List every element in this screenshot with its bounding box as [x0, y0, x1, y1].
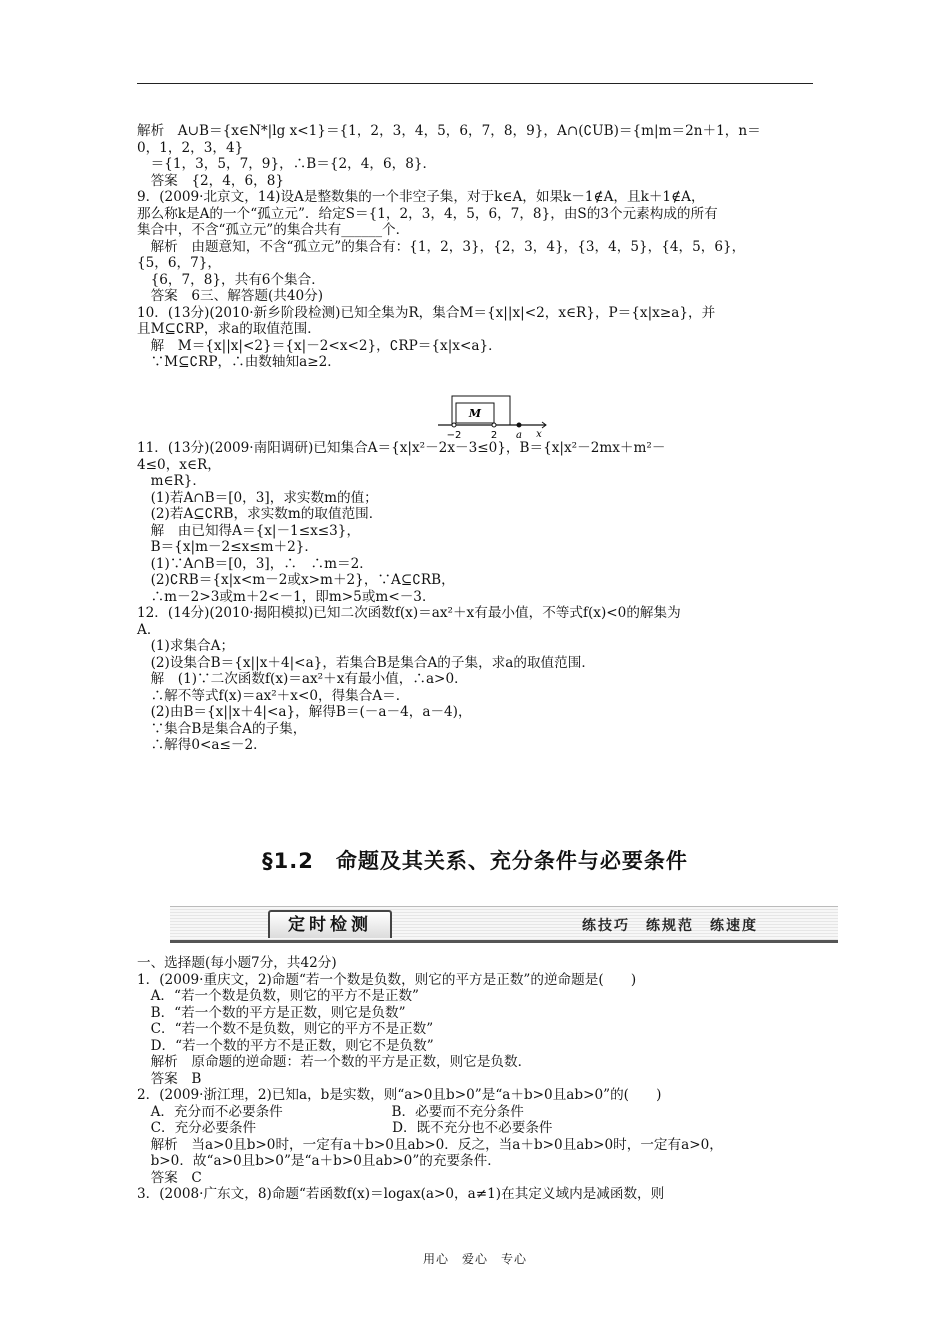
tick-label-a: a: [516, 430, 522, 441]
text-line: (2)设集合B＝{x||x＋4|<a}，若集合B是集合A的子集，求a的取值范围．: [137, 654, 595, 671]
text-line: 解析 由题意知，不含“孤立元”的集合有：{1，2，3}，{2，3，4}，{3，4，5}，{4，5，6}，: [137, 238, 746, 255]
text-line: ∵M⊆∁RP，∴由数轴知a≥2．: [137, 354, 341, 370]
text-line: 解 由已知得A＝{x|－1≤x≤3}，: [137, 522, 361, 539]
text-line: A．充分而不必要条件 B．必要而不充分条件: [137, 1103, 524, 1120]
tick-label-minus-2: −2: [446, 430, 462, 441]
text-line: 10．(13分)(2010·新乡阶段检测)已知全集为R，集合M＝{x||x|<2，x∈R}，P＝{x|x≥a}，并: [137, 304, 716, 321]
set-m-label: M: [468, 407, 482, 420]
section-problems-11-12: [137, 440, 817, 754]
text-line: (1)∵A∩B＝[0，3]，∴ ∴m＝2．: [137, 555, 373, 572]
text-line: 解析 原命题的逆命题：若一个数的平方是正数，则它是负数．: [137, 1054, 532, 1070]
text-line: 答案 B: [137, 1070, 202, 1087]
text-line: 答案 6三、解答题(共40分): [137, 288, 324, 304]
section-heading: §1.2 命题及其关系、充分条件与必要条件: [262, 849, 688, 873]
text-line: (2)∁RB＝{x|x<m－2或x>m＋2}，∵A⊆∁RB，: [137, 572, 455, 588]
text-line: B＝{x|m－2≤x≤m＋2}．: [137, 539, 319, 555]
text-line: 解析 A∪B＝{x∈N*|lg x<1}＝{1，2，3，4，5，6，7，8，9}，A∩(∁UB)＝{m|m＝2n＋1，n＝: [137, 123, 761, 139]
text-line: 9．(2009·北京文，14)设A是整数集的一个非空子集，对于k∈A，如果k－1∉A，且k＋1∉A，: [137, 189, 705, 205]
section-sets-solutions: [137, 123, 817, 371]
text-line: (2)若A⊆∁RB，求实数m的取值范围．: [137, 506, 383, 522]
text-line: 0，1，2，3，4}: [137, 139, 244, 156]
text-line: C．充分必要条件 D．既不充分也不必要条件: [137, 1120, 553, 1136]
point-2: [492, 423, 496, 427]
banner-tab-label: 定时检测: [268, 910, 392, 938]
section-choice-questions: [137, 955, 817, 1203]
text-line: 答案 C: [137, 1169, 202, 1186]
top-rule: [137, 83, 813, 84]
text-line: ＝{1，3，5，7，9}，∴B＝{2，4，6，8}．: [137, 156, 437, 172]
point-a: [517, 423, 521, 427]
text-line: C．“若一个数不是负数，则它的平方不是正数”: [137, 1021, 434, 1037]
text-line: B．“若一个数的平方是正数，则它是负数”: [137, 1004, 406, 1021]
text-line: (1)求集合A；: [137, 638, 235, 654]
text-line: b>0．故“a>0且b>0”是“a＋b>0且ab>0”的充要条件．: [137, 1153, 501, 1169]
text-line: 解 M＝{x||x|<2}＝{x|－2<x<2}，∁RP＝{x|x<a}．: [137, 337, 502, 354]
point-minus-2: [452, 423, 456, 427]
text-line: 1．(2009·重庆文，2)命题“若一个数是负数，则它的平方是正数”的逆命题是( ): [137, 971, 637, 988]
text-line: 且M⊆∁RP，求a的取值范围．: [137, 321, 321, 337]
timed-test-banner: [170, 906, 838, 943]
text-line: ∴解不等式f(x)＝ax²＋x<0，得集合A＝．: [137, 687, 410, 704]
text-line: 答案 {2，4，6，8}: [137, 172, 285, 189]
text-line: m∈R}．: [137, 473, 207, 489]
text-line: 12．(14分)(2010·揭阳模拟)已知二次函数f(x)＝ax²＋x有最小值，不等式f(x)<0的解集为: [137, 605, 681, 621]
text-line: 一、选择题(每小题7分，共42分): [137, 955, 337, 971]
page-footer: 用心 爱心 专心: [422, 1252, 527, 1266]
tick-label-x: x: [536, 429, 542, 440]
text-line: 2．(2009·浙江理，2)已知a，b是实数，则“a>0且b>0”是“a＋b>0且ab>0”的( ): [137, 1087, 662, 1103]
text-line: D．“若一个数的平方不是正数，则它不是负数”: [137, 1037, 434, 1054]
text-line: 解 (1)∵二次函数f(x)＝ax²＋x有最小值，∴a>0．: [137, 671, 468, 687]
tick-label-2: 2: [490, 430, 498, 441]
text-line: 4≤0，x∈R，: [137, 456, 221, 473]
text-line: {6，7，8}，共有6个集合．: [137, 271, 325, 288]
text-line: {5，6，7}，: [137, 255, 222, 271]
text-line: 3．(2008·广东文，8)命题“若函数f(x)＝logax(a>0，a≠1)在其定义域内是减函数，则: [137, 1186, 665, 1202]
text-line: 那么称k是A的一个“孤立元”．给定S＝{1，2，3，4，5，6，7，8}，由S的3个元素构成的所有: [137, 205, 718, 222]
text-line: 解析 当a>0且b>0时，一定有a＋b>0且ab>0．反之，当a＋b>0且ab>0时，一定有a>0，: [137, 1136, 723, 1153]
text-line: A．: [137, 621, 161, 638]
text-line: 集合中，不含“孤立元”的集合共有______个．: [137, 222, 410, 238]
number-line-figure: [438, 395, 553, 441]
text-line: ∵集合B是集合A的子集，: [137, 720, 307, 737]
text-line: (1)若A∩B＝[0，3]，求实数m的值；: [137, 489, 378, 506]
banner-right-text: 练技巧 练规范 练速度: [582, 918, 758, 934]
text-line: A．“若一个数是负数，则它的平方不是正数”: [137, 988, 419, 1004]
text-line: ∴解得0<a≤－2．: [137, 737, 267, 753]
text-line: 11．(13分)(2009·南阳调研)已知集合A＝{x|x²－2x－3≤0}，B＝{x|x²－2mx＋m²－: [137, 440, 666, 456]
text-line: ∴m－2>3或m＋2<－1，即m>5或m<－3．: [137, 588, 436, 605]
text-line: (2)由B＝{x||x＋4|<a}，解得B＝(－a－4，a－4)，: [137, 704, 472, 720]
